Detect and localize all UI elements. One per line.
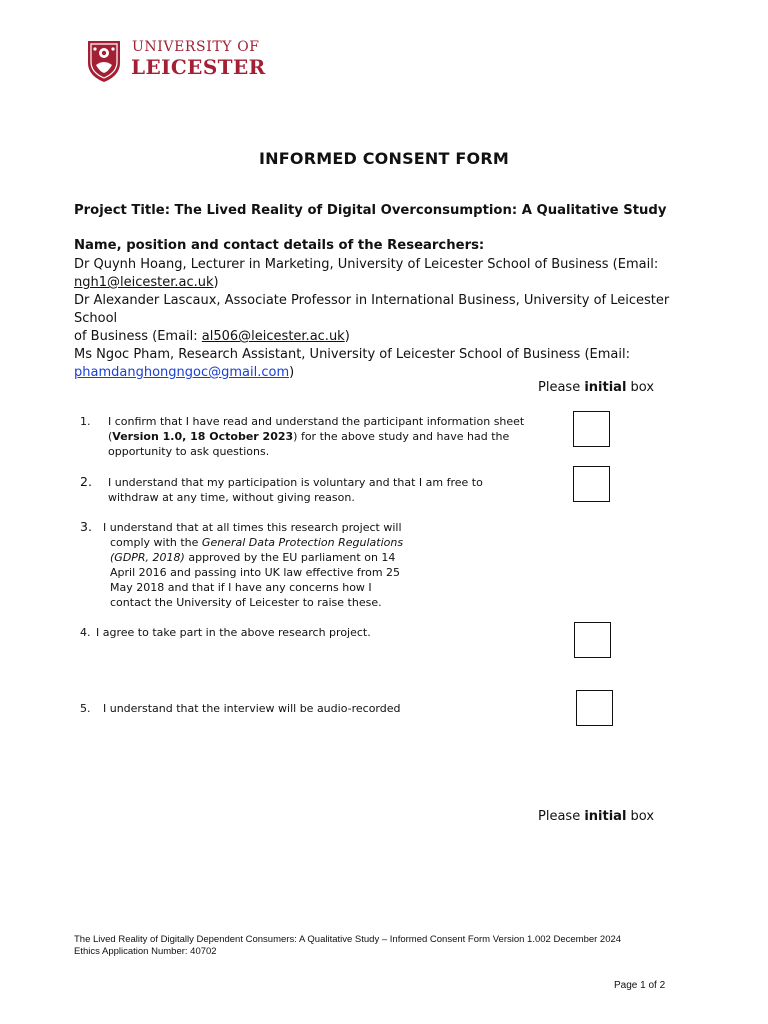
item-line: May 2018 and that if I have any concerns how I — [110, 581, 372, 594]
close-paren: ) — [213, 275, 219, 290]
page-footer — [74, 934, 621, 958]
item-line: I understand that at all times this research project will — [103, 521, 402, 534]
initial-box-1[interactable] — [573, 411, 610, 447]
please-text: Please — [538, 809, 585, 824]
researcher-2-email[interactable]: al506@leicester.ac.uk — [201, 329, 345, 344]
close-paren: ) — [289, 365, 295, 380]
item-text — [108, 414, 528, 459]
gdpr-year-italic: (GDPR, 2018) — [110, 551, 185, 564]
item-line: withdraw at any time, without giving reason. — [108, 491, 355, 504]
consent-item-1 — [0, 414, 768, 464]
footer-ethics-number: Ethics Application Number: 40702 — [74, 946, 217, 957]
researcher-2-text: Dr Alexander Lascaux, Associate Professor in International Business, University of Leicester School — [74, 293, 670, 326]
consent-item-3 — [0, 519, 768, 615]
initial-text: initial — [584, 809, 627, 824]
item-line — [108, 429, 528, 444]
researcher-2-line — [74, 292, 694, 328]
initial-text: initial — [584, 380, 627, 395]
box-text: box — [626, 380, 655, 395]
initial-box-4[interactable] — [574, 622, 611, 658]
text-fragment: approved by the EU parliament on 14 — [184, 551, 396, 564]
item-line: I understand that the interview will be audio-recorded — [103, 702, 401, 715]
text-fragment: ( — [108, 430, 113, 443]
item-line: I understand that my participation is voluntary and that I am free to — [108, 476, 483, 489]
consent-item-2 — [0, 474, 768, 508]
item-text — [108, 475, 528, 505]
item-line: contact the University of Leicester to raise these. — [110, 596, 382, 609]
item-text — [103, 520, 523, 610]
text-fragment: comply with the — [110, 536, 202, 549]
item-line — [103, 535, 523, 550]
researcher-2-line2 — [74, 328, 694, 346]
close-paren: ) — [344, 329, 350, 344]
text-fragment: ) for the above study and have had the — [293, 430, 510, 443]
item-line: April 2016 and passing into UK law effective from 25 — [110, 566, 401, 579]
consent-item-5 — [0, 701, 768, 721]
initial-box-label-top — [538, 380, 654, 395]
researcher-2-text2: of Business (Email: — [74, 329, 202, 344]
researchers-details — [74, 256, 694, 382]
university-logo — [86, 38, 266, 84]
project-title: Project Title: The Lived Reality of Digital Overconsumption: A Qualitative Study — [74, 203, 667, 218]
researcher-1-text: Dr Quynh Hoang, Lecturer in Marketing, University of Leicester School of Business (Email: — [74, 257, 659, 272]
item-number: 2. — [80, 474, 92, 489]
initial-box-label-bottom — [538, 809, 654, 824]
initial-box-2[interactable] — [573, 466, 610, 502]
box-text: box — [626, 809, 655, 824]
researcher-3-line — [74, 346, 694, 364]
page-number: Page 1 of 2 — [614, 980, 666, 991]
researcher-1-email[interactable]: ngh1@leicester.ac.uk — [74, 275, 214, 290]
researcher-3-text: Ms Ngoc Pham, Research Assistant, University of Leicester School of Business (Email: — [74, 347, 630, 362]
item-number: 1. — [80, 415, 91, 428]
consent-item-4 — [0, 625, 768, 645]
please-text: Please — [538, 380, 585, 395]
item-line: opportunity to ask questions. — [108, 445, 270, 458]
version-bold: Version 1.0, 18 October 2023 — [112, 430, 294, 443]
researchers-heading: Name, position and contact details of the Researchers: — [74, 238, 485, 253]
crest-icon — [86, 39, 122, 83]
item-line — [103, 550, 523, 565]
footer-document-title: The Lived Reality of Digitally Dependent Consumers: A Qualitative Study – Informed Consent Form Version 1.002 December 2024 — [74, 934, 622, 945]
item-text — [103, 701, 523, 716]
logo-text-line2: LEICESTER — [131, 55, 266, 79]
researcher-1-email-line — [74, 274, 694, 292]
logo-text-line1: UNIVERSITY OF — [132, 39, 260, 55]
researcher-1-line — [74, 256, 694, 274]
form-title: INFORMED CONSENT FORM — [259, 149, 509, 168]
item-number: 4. — [80, 626, 91, 639]
gdpr-italic: General Data Protection Regulations — [201, 536, 404, 549]
item-line: I agree to take part in the above research project. — [96, 626, 371, 639]
researcher-3-email[interactable]: phamdanghongngoc@gmail.com — [74, 365, 290, 380]
item-line: I confirm that I have read and understand the participant information sheet — [108, 415, 525, 428]
item-number: 3. — [80, 519, 92, 534]
initial-box-5[interactable] — [576, 690, 613, 726]
item-text — [96, 625, 516, 640]
item-number: 5. — [80, 702, 91, 715]
